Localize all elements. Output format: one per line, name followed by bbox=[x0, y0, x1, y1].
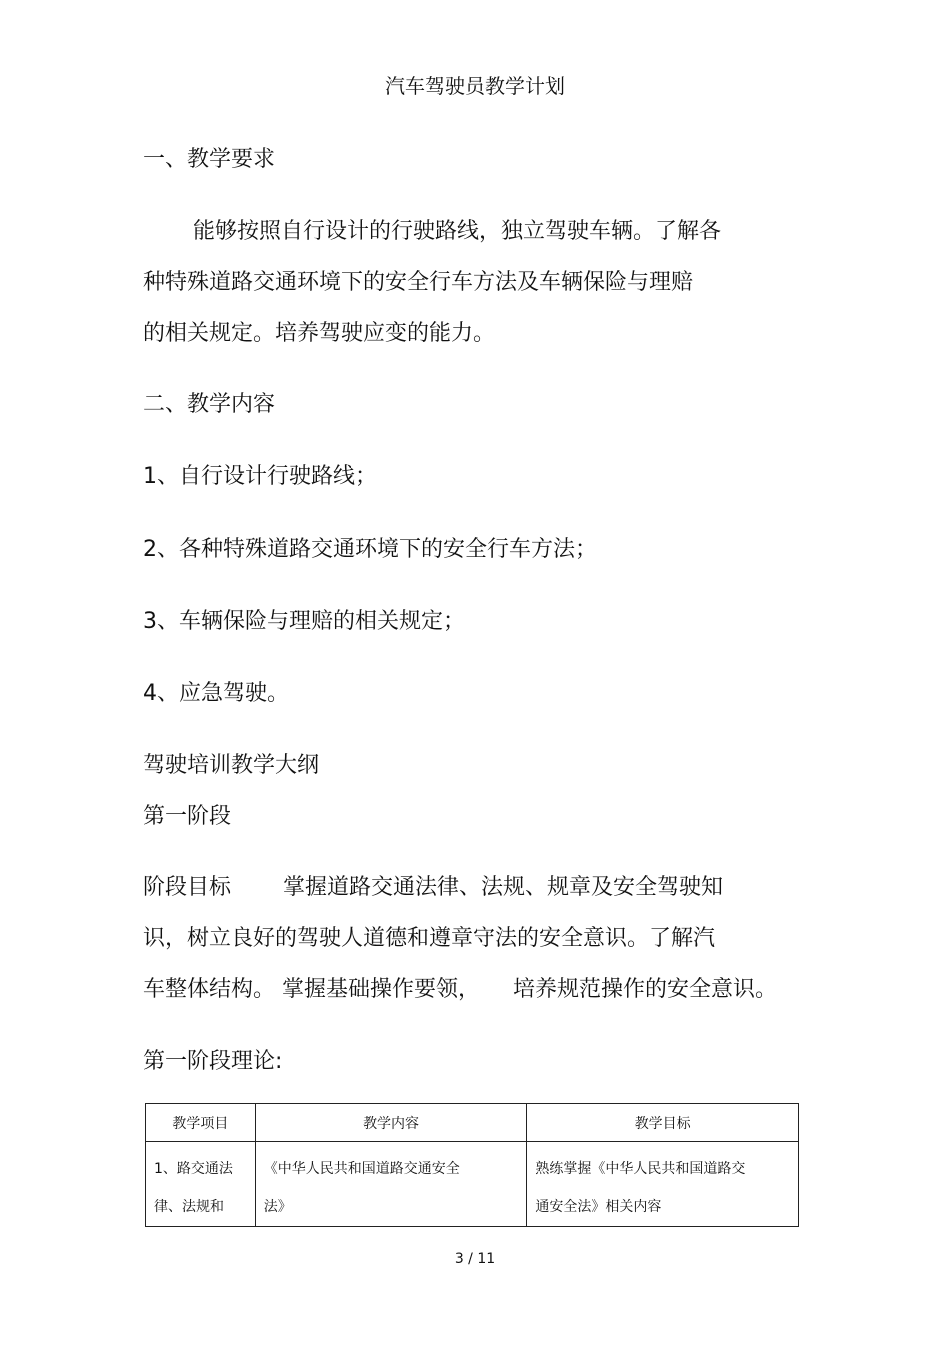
outline-title: 驾驶培训教学大纲 bbox=[143, 753, 320, 778]
stage1-theory-table bbox=[145, 1103, 799, 1227]
stage-goal-label: 阶段目标 bbox=[143, 875, 232, 900]
section1-line-2: 种特殊道路交通环境下的安全行车方法及车辆保险与理赔 bbox=[143, 270, 694, 295]
section2-heading: 二、教学内容 bbox=[143, 392, 276, 417]
page-number: 3 / 11 bbox=[454, 1251, 496, 1267]
cell-content-line-2: 法》 bbox=[263, 1199, 292, 1215]
cell-item bbox=[146, 1142, 256, 1227]
content-item-2: 2、各种特殊道路交通环境下的安全行车方法； bbox=[143, 537, 597, 562]
stage-goal-line-1: 掌握道路交通法律、法规、规章及安全驾驶知 bbox=[283, 875, 724, 900]
section1-heading: 一、教学要求 bbox=[143, 147, 276, 172]
cell-item-line-1: 1、路交通法 bbox=[154, 1161, 233, 1177]
cell-goal bbox=[527, 1142, 799, 1227]
header-teaching-goal: 教学目标 bbox=[527, 1104, 799, 1142]
header-teaching-content: 教学内容 bbox=[255, 1104, 527, 1142]
header-teaching-item: 教学项目 bbox=[146, 1104, 256, 1142]
cell-goal-line-2: 通安全法》相关内容 bbox=[535, 1199, 662, 1215]
table-header-row bbox=[146, 1104, 799, 1142]
stage-goal-line-3: 车整体结构。 掌握基础操作要领， bbox=[143, 977, 480, 1002]
table-row bbox=[146, 1142, 799, 1227]
theory-title: 第一阶段理论: bbox=[143, 1049, 283, 1074]
section1-line-1: 能够按照自行设计的行驶路线，独立驾驶车辆。了解各 bbox=[193, 219, 722, 244]
section1-line-3: 的相关规定。培养驾驶应变的能力。 bbox=[143, 321, 496, 346]
stage-goal-line-4: 培养规范操作的安全意识。 bbox=[513, 977, 778, 1002]
content-item-1: 1、自行设计行驶路线； bbox=[143, 464, 377, 489]
cell-content bbox=[255, 1142, 527, 1227]
cell-item-line-2: 律、法规和 bbox=[154, 1199, 224, 1215]
content-item-3: 3、车辆保险与理赔的相关规定； bbox=[143, 609, 465, 634]
document-title: 汽车驾驶员教学计划 bbox=[385, 74, 565, 98]
cell-goal-line-1: 熟练掌握《中华人民共和国道路交 bbox=[535, 1161, 746, 1177]
stage-title: 第一阶段 bbox=[143, 804, 232, 829]
stage-goal-line-2: 识，树立良好的驾驶人道德和遵章守法的安全意识。了解汽 bbox=[143, 926, 716, 951]
content-item-4: 4、应急驾驶。 bbox=[143, 681, 289, 706]
cell-content-line-1: 《中华人民共和国道路交通安全 bbox=[263, 1161, 460, 1177]
